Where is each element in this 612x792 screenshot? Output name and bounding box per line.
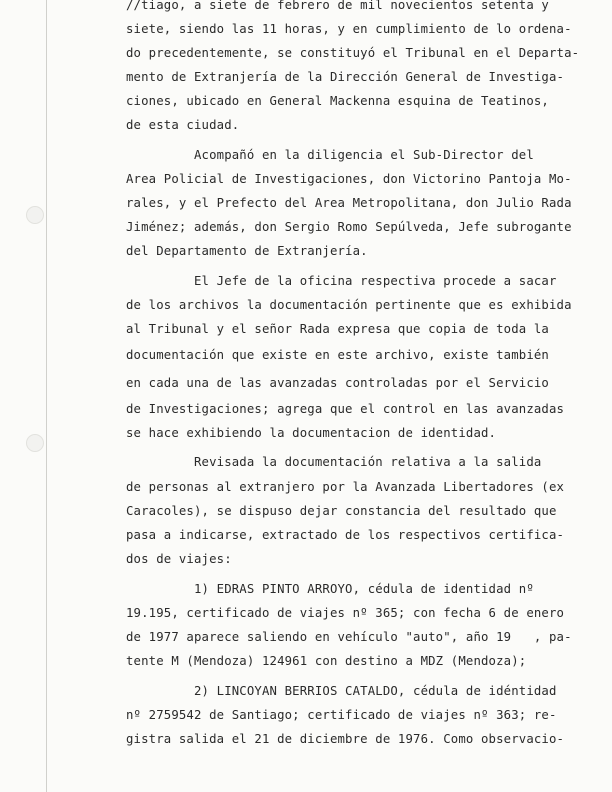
text-line: //tiago, a siete de febrero de mil novecientos setenta y <box>126 0 549 12</box>
text-line: de 1977 aparece saliendo en vehículo "auto", año 19 , pa- <box>126 630 572 644</box>
punch-hole-icon <box>26 434 44 452</box>
text-line: de los archivos la documentación pertinente que es exhibida <box>126 298 572 312</box>
text-line: siete, siendo las 11 horas, y en cumplimiento de lo ordena- <box>126 22 572 36</box>
text-line: de Investigaciones; agrega que el control en las avanzadas <box>126 402 565 416</box>
text-line: pasa a indicarse, extractado de los respectivos certifica- <box>126 528 565 542</box>
text-line: documentación que existe en este archivo, existe también <box>126 348 549 362</box>
text-line: ciones, ubicado en General Mackenna esquina de Teatinos, <box>126 94 549 108</box>
text-line: dos de viajes: <box>126 552 232 566</box>
text-line: El Jefe de la oficina respectiva procede a sacar <box>126 274 557 288</box>
page-margin-line <box>46 0 47 792</box>
text-line: al Tribunal y el señor Rada expresa que copia de toda la <box>126 322 549 336</box>
text-line: 1) EDRAS PINTO ARROYO, cédula de identidad nº <box>126 582 534 596</box>
text-line: Area Policial de Investigaciones, don Victorino Pantoja Mo- <box>126 172 572 186</box>
text-line: nº 2759542 de Santiago; certificado de viajes nº 363; re- <box>126 708 557 722</box>
text-line: mento de Extranjería de la Dirección General de Investiga- <box>126 70 565 84</box>
text-line: Revisada la documentación relativa a la salida <box>126 455 542 469</box>
text-line: do precedentemente, se constituyó el Tribunal en el Departa- <box>126 46 580 60</box>
text-line: del Departamento de Extranjería. <box>126 244 368 258</box>
text-line: rales, y el Prefecto del Area Metropolitana, don Julio Rada <box>126 196 572 210</box>
text-line: de esta ciudad. <box>126 118 240 132</box>
text-line: 19.195, certificado de viajes nº 365; con fecha 6 de enero <box>126 606 565 620</box>
text-line: 2) LINCOYAN BERRIOS CATALDO, cédula de idéntidad <box>126 684 557 698</box>
punch-hole-icon <box>26 206 44 224</box>
text-line: en cada una de las avanzadas controladas por el Servicio <box>126 376 549 390</box>
text-line: de personas al extranjero por la Avanzada Libertadores (ex <box>126 480 565 494</box>
text-line: Jiménez; además, don Sergio Romo Sepúlveda, Jefe subrogante <box>126 220 572 234</box>
text-line: gistra salida el 21 de diciembre de 1976. Como observacio- <box>126 732 565 746</box>
text-line: se hace exhibiendo la documentacion de identidad. <box>126 426 497 440</box>
text-line: tente M (Mendoza) 124961 con destino a MDZ (Mendoza); <box>126 654 527 668</box>
text-line: Caracoles), se dispuso dejar constancia del resultado que <box>126 504 557 518</box>
text-line: Acompañó en la diligencia el Sub-Director del <box>126 148 534 162</box>
